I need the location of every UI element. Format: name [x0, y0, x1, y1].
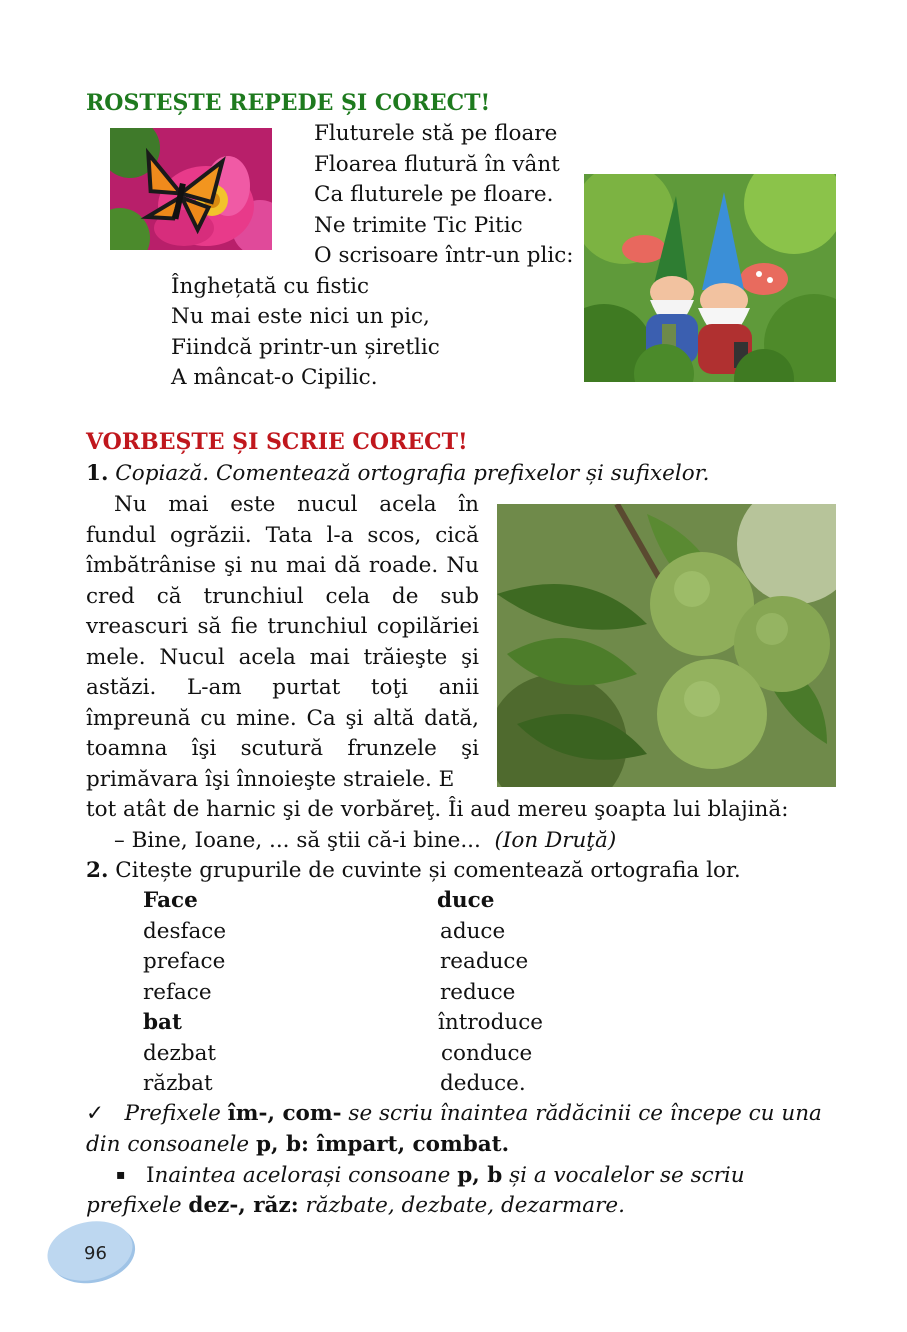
word-col1-4: bat	[143, 1010, 182, 1035]
quote-author: (Ion Druţă)	[494, 828, 617, 853]
word-col2-2: readuce	[440, 949, 529, 974]
rule-1-consonants-label: din consoanele	[86, 1132, 250, 1157]
bullet-icon: ▪	[116, 1167, 126, 1183]
story-quote	[114, 826, 616, 856]
word-col1-6: răzbat	[143, 1071, 213, 1096]
rule-2-consonants: p, b	[457, 1163, 503, 1188]
poem-line-7: Nu mai este nici un pic,	[171, 304, 430, 329]
story-paragraph-end: tot atât de harnic şi de vorbăreţ. Îi aud mereu şoapta lui blajină:	[86, 797, 789, 822]
exercise-2-text: Citește grupurile de cuvinte și comentează ortografia lor.	[115, 858, 741, 883]
rule-2-examples: răzbate, dezbate, dezarmare.	[305, 1193, 625, 1218]
poem-line-6: Înghețată cu fistic	[171, 274, 370, 299]
rule-1-prefix-label: Prefixele	[124, 1101, 221, 1126]
word-col2-1: aduce	[440, 919, 506, 944]
rule-2-prefixes: dez-, răz:	[188, 1193, 299, 1218]
word-col1-1: desface	[143, 919, 227, 944]
word-col1-5: dezbat	[143, 1041, 217, 1066]
rule-2-initial: I	[146, 1163, 155, 1188]
poem-line-2: Floarea flutură în vânt	[314, 152, 560, 177]
rule-1-examples: p, b: împart, combat.	[255, 1132, 510, 1157]
poem-line-4: Ne trimite Tic Pitic	[314, 213, 523, 238]
rule-2-text-b: și a vocalelor se scriu	[509, 1163, 745, 1188]
walnut-image	[497, 504, 836, 787]
word-col2-0: duce	[437, 888, 495, 913]
word-col1-0: Face	[143, 888, 198, 913]
word-col2-4: întroduce	[438, 1010, 543, 1035]
rule-1-text: se scriu înaintea rădăcinii ce începe cu una	[348, 1101, 822, 1126]
word-col1-2: preface	[143, 949, 226, 974]
word-col2-6: deduce.	[440, 1071, 526, 1096]
exercise-1-number: 1.	[86, 461, 109, 486]
rule-2-line-1	[116, 1160, 745, 1191]
exercise-2-instruction	[86, 856, 741, 886]
rule-1-prefixes: îm-, com-	[227, 1101, 342, 1126]
word-col2-5: conduce	[441, 1041, 533, 1066]
word-col2-3: reduce	[440, 980, 516, 1005]
page-number: 96	[84, 1243, 107, 1264]
rule-1-line-1	[86, 1099, 834, 1129]
check-icon: ✓	[86, 1101, 105, 1126]
exercise-2-number: 2.	[86, 858, 109, 883]
exercise-1-instruction	[86, 459, 709, 489]
gnomes-image	[584, 174, 836, 382]
section2-title: VORBEȘTE ȘI SCRIE CORECT!	[86, 429, 468, 455]
poem-line-9: A mâncat-o Cipilic.	[171, 365, 378, 390]
rule-2-prefix-label: prefixele	[86, 1193, 182, 1218]
rule-1-line-2	[86, 1130, 509, 1160]
section1-title: ROSTEȘTE REPEDE ȘI CORECT!	[86, 90, 491, 116]
poem-line-8: Fiindcă printr-un șiretlic	[171, 335, 440, 360]
poem-line-3: Ca fluturele pe floare.	[314, 182, 554, 207]
rule-2-line-2	[86, 1191, 625, 1221]
butterfly-image	[110, 128, 272, 250]
quote-dialog: – Bine, Ioane, ... să ştii că-i bine...	[114, 828, 481, 853]
rule-2-text: naintea acelorași consoane	[154, 1163, 451, 1188]
word-col1-3: reface	[143, 980, 212, 1005]
story-paragraph: Nu mai este nucul acela în fundul ogrăzii. Tata l-a scos, cică îmbătrânise şi nu mai dă roade. Nu cred că trunchiul cela de sub vreascuri să fie trunchiul copilăriei mele. Nucul acela mai trăieşte şi astăzi. L-am purtat toţi anii împreună cu mine. Ca şi altă dată, toamna îşi scutură frunzele şi primăvara îşi înnoieşte straiele. E	[86, 492, 479, 792]
poem-line-5: O scrisoare într-un plic:	[314, 243, 574, 268]
poem-line-1: Fluturele stă pe floare	[314, 121, 558, 146]
exercise-1-text: Copiază. Comentează ortografia prefixelor și sufixelor.	[115, 461, 710, 486]
